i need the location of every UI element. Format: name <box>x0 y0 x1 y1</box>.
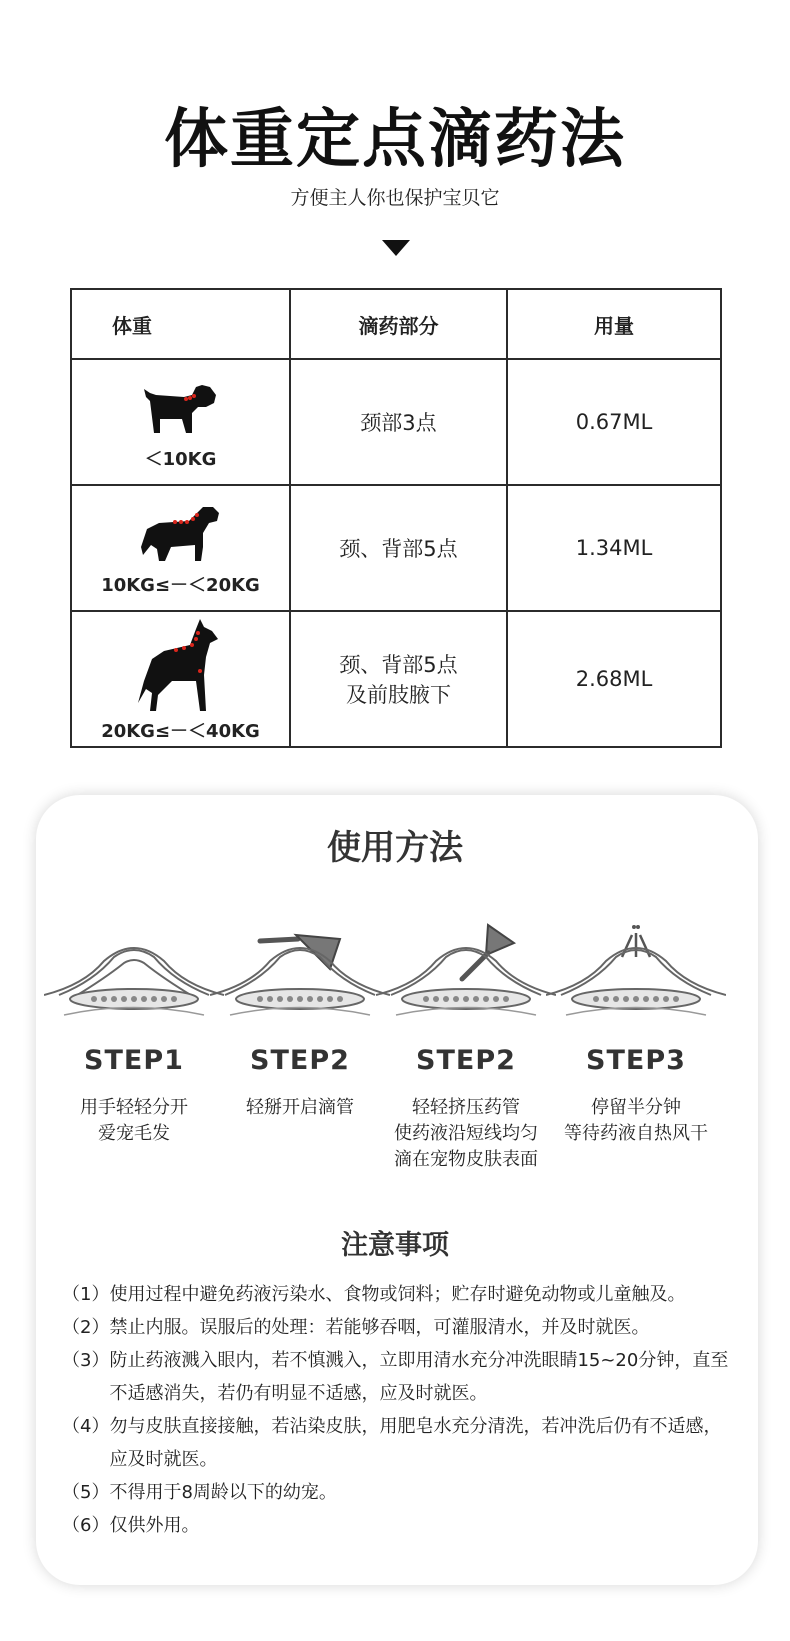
step-1-desc-line2: 爱宠毛发 <box>98 1123 170 1144</box>
note-text: 勿与皮肤直接接触，若沾染皮肤，用肥皂水充分清洗，若冲洗后仍有不适感，应及时就医。 <box>109 1416 722 1470</box>
location-label: 颈部3点 <box>360 411 437 435</box>
weight-label: 10KG≤－＜20KG <box>101 575 260 596</box>
usage-title: 使用方法 <box>327 828 463 868</box>
location-cell <box>290 359 507 485</box>
air-dry-illustration <box>546 895 726 1035</box>
list-item <box>62 1311 732 1344</box>
page-subtitle: 方便主人你也保护宝贝它 <box>290 187 500 209</box>
location-label-line2: 及前肢腋下 <box>346 683 451 707</box>
header-weight: 体重 <box>71 289 290 359</box>
table-row <box>71 359 721 485</box>
weight-cell <box>71 359 290 485</box>
step-2-desc-line1: 轻掰开启滴管 <box>246 1097 354 1118</box>
location-cell <box>290 485 507 611</box>
medium-dog-icon <box>131 499 231 569</box>
note-text: 防止药液溅入眼内，若不慎溅入，立即用清水充分冲洗眼睛15~20分钟，直至不适感消失，若仍有明显不适感，应及时就医。 <box>109 1350 729 1404</box>
note-text: 不得用于8周龄以下的幼宠。 <box>109 1482 337 1503</box>
step-2-desc <box>205 1095 395 1121</box>
note-text: 禁止内服。误服后的处理：若能够吞咽，可灌服清水，并及时就医。 <box>109 1317 650 1338</box>
header-location: 滴药部分 <box>290 289 507 359</box>
step-1-desc-line1: 用手轻轻分开 <box>80 1097 188 1118</box>
table-row <box>71 485 721 611</box>
note-number: （2） <box>62 1317 110 1338</box>
large-dog-icon <box>126 615 236 715</box>
weight-cell <box>71 611 290 747</box>
dose-cell <box>507 611 721 747</box>
note-text: 仅供外用。 <box>109 1515 200 1536</box>
note-number: （5） <box>62 1482 110 1503</box>
dose-cell <box>507 359 721 485</box>
weight-label: ＜10KG <box>144 449 217 470</box>
step-3-desc <box>371 1095 561 1173</box>
step-2-label: STEP2 <box>250 1045 350 1076</box>
dose-cell <box>507 485 721 611</box>
note-number: （4） <box>62 1416 110 1437</box>
note-number: （6） <box>62 1515 110 1536</box>
notes-title: 注意事项 <box>341 1230 449 1261</box>
notes-list <box>62 1278 732 1542</box>
step-3-label: STEP2 <box>416 1045 516 1076</box>
note-text: 使用过程中避免药液污染水、食物或饲料；贮存时避免动物或儿童触及。 <box>109 1284 686 1305</box>
step-3-desc-line2: 使药液沿短线均匀 <box>394 1123 538 1144</box>
step-4-desc <box>541 1095 731 1147</box>
table-header-row <box>71 289 721 359</box>
open-dropper-illustration <box>210 895 390 1035</box>
dosage-table <box>70 288 722 748</box>
location-cell <box>290 611 507 747</box>
step-1-desc <box>39 1095 229 1147</box>
list-item <box>62 1476 732 1509</box>
step-3-desc-line1: 轻轻挤压药管 <box>412 1097 520 1118</box>
dose-value: 1.34ML <box>575 536 653 560</box>
step-1-label: STEP1 <box>84 1045 184 1076</box>
small-dog-icon <box>136 373 226 443</box>
header-dose: 用量 <box>507 289 721 359</box>
note-number: （1） <box>62 1284 110 1305</box>
list-item <box>62 1509 732 1542</box>
step-3-desc-line3: 滴在宠物皮肤表面 <box>394 1149 538 1170</box>
step-4-desc-line2: 等待药液自热风干 <box>564 1123 708 1144</box>
step-4-label: STEP3 <box>586 1045 686 1076</box>
list-item <box>62 1278 732 1311</box>
list-item <box>62 1344 732 1410</box>
note-number: （3） <box>62 1350 110 1371</box>
dose-value: 2.68ML <box>575 667 653 691</box>
fur-parting-illustration <box>44 895 224 1035</box>
dose-value: 0.67ML <box>575 410 653 434</box>
step-4-desc-line1: 停留半分钟 <box>591 1097 681 1118</box>
location-label: 颈、背部5点 <box>339 653 458 677</box>
location-label: 颈、背部5点 <box>339 537 458 561</box>
page-title: 体重定点滴药法 <box>164 103 626 177</box>
down-arrow-icon <box>382 240 410 256</box>
weight-cell <box>71 485 290 611</box>
squeeze-dropper-illustration <box>376 895 556 1035</box>
table-row <box>71 611 721 747</box>
weight-label: 20KG≤－＜40KG <box>101 721 260 742</box>
list-item <box>62 1410 732 1476</box>
